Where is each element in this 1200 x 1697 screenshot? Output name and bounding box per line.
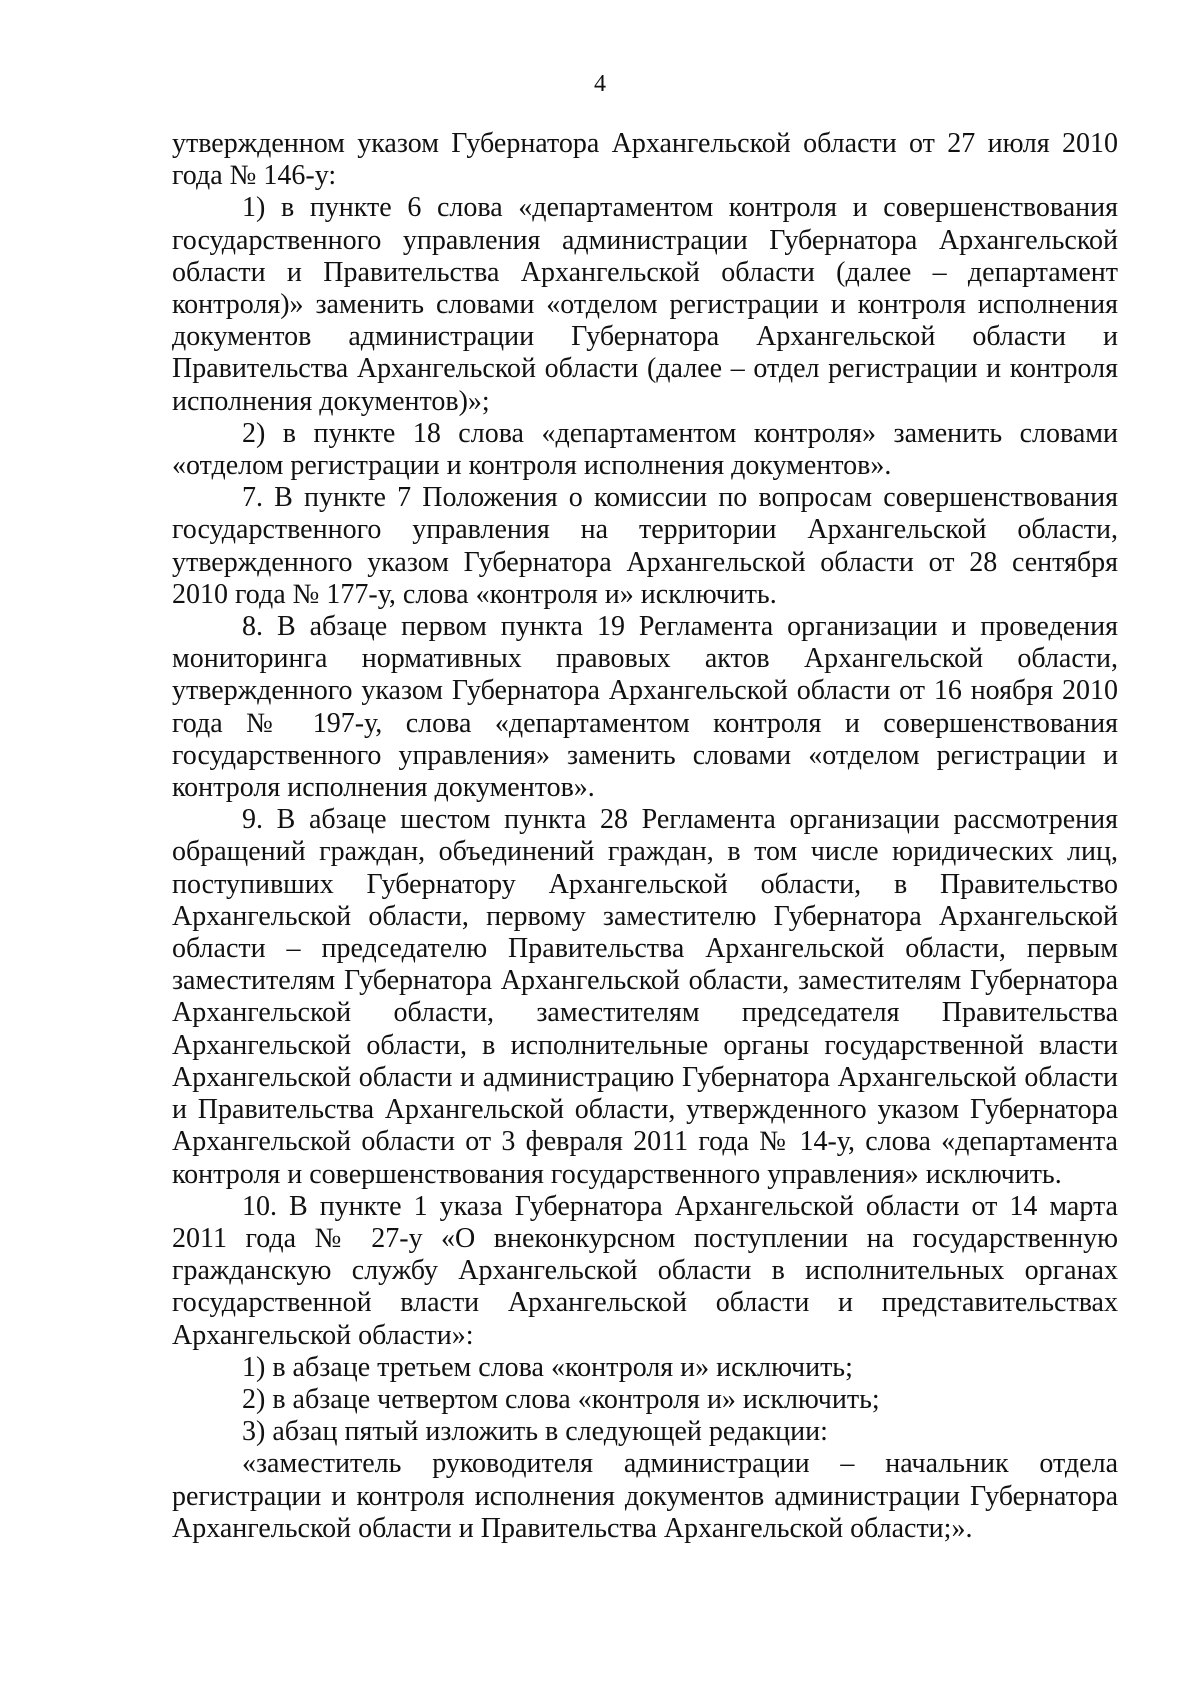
paragraph-subitem-10-3: 3) абзац пятый изложить в следующей редакции: — [242, 1416, 828, 1448]
paragraph-item-10: 10. В пункте 1 указа Губернатора Архангельской области от 14 марта 2011 года № 27-у «О внеконкурсном поступлении на государственную гражданскую службу Архангельской области в исполнительных органах государственной власти Архангельской области и представительствах Архангельской области»: — [172, 1190, 1118, 1351]
paragraph-subitem-2: 2) в пункте 18 слова «департаментом контроля» заменить словами «отделом регистрации и контроля исполнения документов». — [172, 417, 1118, 482]
paragraph-item-8: 8. В абзаце первом пункта 19 Регламента организации и проведения мониторинга нормативных правовых актов Архангельской области, утвержденного указом Губернатора Архангельской области от 16 ноября 2010 года № 197-у, слова «департаментом контроля и совершенствования государственного управления» заменить словами «отделом регистрации и контроля исполнения документов». — [172, 611, 1118, 804]
paragraph-quoted-text: «заместитель руководителя администрации – начальник отдела регистрации и контроля исполнения документов администрации Губернатора Архангельской области и Правительства Архангельской области;». — [172, 1448, 1118, 1544]
paragraph-item-7: 7. В пункте 7 Положения о комиссии по вопросам совершенствования государственного управления на территории Архангельской области, утвержденного указом Губернатора Архангельской области от 28 сентября 2010 года № 177-у, слова «контроля и» исключить. — [172, 482, 1118, 610]
paragraph-subitem-1: 1) в пункте 6 слова «департаментом контроля и совершенствования государственного управления администрации Губернатора Архангельской области и Правительства Архангельской области (далее – департамент контроля)» заменить словами «отделом регистрации и контроля исполнения документов администрации Губернатора Архангельской области и Правительства Архангельской области (далее – отдел регистрации и контроля исполнения документов)»; — [172, 192, 1118, 417]
page-number: 4 — [594, 71, 606, 97]
paragraph-item-9: 9. В абзаце шестом пункта 28 Регламента организации рассмотрения обращений граждан, объединений граждан, в том числе юридических лиц, поступивших Губернатору Архангельской области, в Правительство Архангельской области, первому заместителю Губернатора Архангельской области – председателю Правительства Архангельской области, первым заместителям Губернатора Архангельской области, заместителям Губернатора Архангельской области, заместителям председателя Правительства Архангельской области, в исполнительные органы государственной власти Архангельской области и администрацию Губернатора Архангельской области и Правительства Архангельской области, утвержденного указом Губернатора Архангельской области от 3 февраля 2011 года № 14-у, слова «департамента контроля и совершенствования государственного управления» исключить. — [172, 804, 1118, 1190]
paragraph-continuation: утвержденном указом Губернатора Архангельской области от 27 июля 2010 года № 146-у: — [172, 128, 1118, 192]
document-body — [172, 128, 1118, 1545]
paragraph-subitem-10-2: 2) в абзаце четвертом слова «контроля и» исключить; — [242, 1383, 880, 1415]
paragraph-subitem-10-1: 1) в абзаце третьем слова «контроля и» исключить; — [242, 1351, 853, 1383]
